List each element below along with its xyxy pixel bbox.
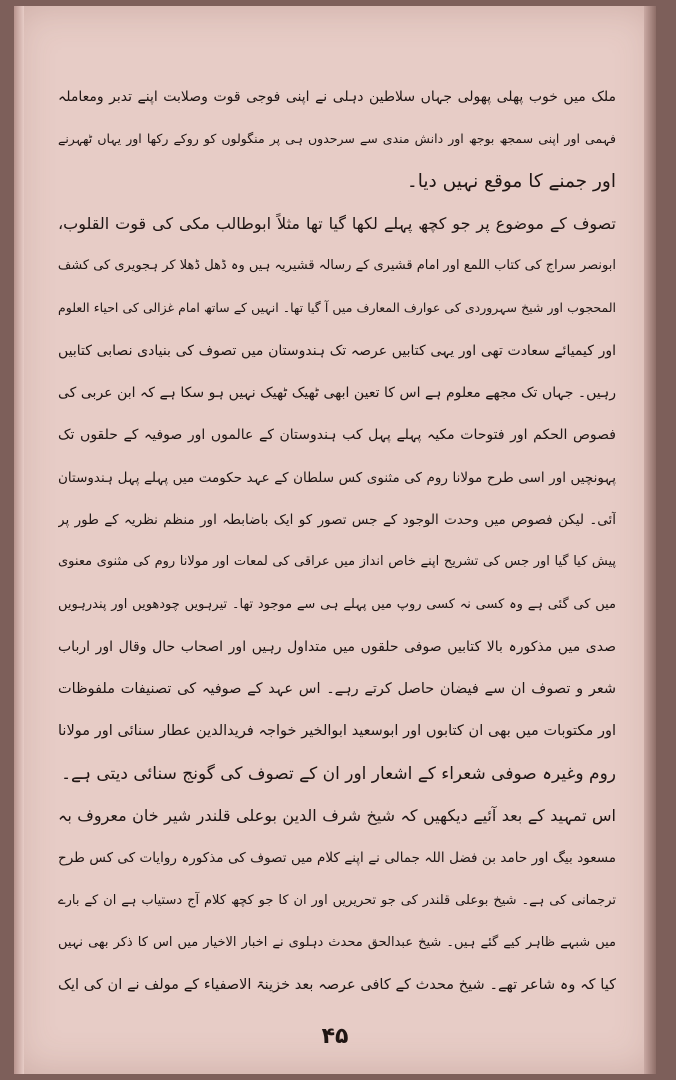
text-line: صدی میں مذکورہ بالا کتابیں صوفی حلقوں میں متداول رہیں اور اصحاب حال وقال اور ارباب: [58, 638, 616, 655]
text-line: اور جمنے کا موقع نہیں دیا۔: [406, 170, 616, 192]
text-line: آئی۔ لیکن فصوص میں وحدت الوجود کے جس تصور کو ایک باضابطہ اور منظم نظریہ کے طور پر: [58, 511, 616, 528]
text-line: فہمی اور اپنی سمجھ بوجھ اور دانش مندی سے سرحدوں ہی پر منگولوں کو روکے رکھا اور یہاں ٹھہرنے: [58, 131, 616, 147]
book-page: [14, 6, 656, 1074]
text-line: المحجوب اور شیخ سہروردی کی عوارف المعارف میں آ گیا تھا۔ انہیں کے ساتھ امام غزالی کی احیاء العلوم: [58, 300, 616, 316]
page-body-text: [58, 76, 616, 1007]
page-left-shadow: [14, 6, 24, 1074]
text-line: ملک میں خوب پھلی پھولی جہاں سلاطین دہلی نے اپنی فوجی قوت وصلابت اپنے تدبر ومعاملہ: [58, 89, 616, 105]
page-right-edge: [644, 6, 656, 1074]
text-line: ابونصر سراج کی کتاب اللمع اور امام قشیری کے رسالہ قشیریہ ہیں وہ ڈھل ڈھلا کر ہجویری کی کشف: [58, 258, 616, 274]
text-line: شعر و تصوف ان سے فیضان حاصل کرتے رہے۔ اس عہد کے صوفیہ کی تصنیفات ملفوظات: [58, 681, 616, 698]
text-line: پیش کیا گیا اور جس کی تشریح اپنے خاص انداز میں عراقی کی لمعات اور مولانا روم کی مثنوی معنوی: [58, 554, 616, 570]
text-line: اور مکتوبات میں بھی ان کتابوں اور ابوسعید ابوالخیر خواجہ فریدالدین عطار سنائی اور مولانا: [58, 723, 616, 740]
text-line: تصوف کے موضوع پر جو کچھ پہلے لکھا گیا تھا مثلاً ابوطالب مکی کی قوت القلوب،: [58, 213, 616, 233]
text-line: کیا کہ وہ شاعر تھے۔ شیخ محدث کے کافی عرصہ بعد خزینۃ الاصفیاء کے مولف نے ان کی ایک: [58, 977, 616, 994]
text-line: اس تمہید کے بعد آئیے دیکھیں کہ شیخ شرف الدین بوعلی قلندر شیر خان معروف بہ: [58, 806, 616, 826]
text-line: ترجمانی کی ہے۔ شیخ بوعلی قلندر کی جو تحریریں اور ان کا جو کچھ کلام آج دستیاب ہے ان کے بارے: [58, 892, 616, 908]
text-line: رہیں۔ جہاں تک مجھے معلوم ہے اس کا تعین ابھی ٹھیک ٹھیک نہیں ہو سکا ہے کہ ابن عربی کی: [58, 385, 616, 402]
text-line: پہونچیں اور اسی طرح مولانا روم کی مثنوی کس سلطان کے عہد حکومت میں پہلے پہل ہندوستان: [58, 469, 616, 486]
text-line: اور کیمیائے سعادت تھی اور یہی کتابیں عرصہ تک ہندوستان میں تصوف کی بنیادی نصابی کتابیں: [58, 342, 616, 359]
text-line: روم وغیرہ صوفی شعراء کے اشعار اور ان کے تصوف کی گونج سنائی دیتی ہے۔: [61, 763, 616, 784]
text-line: فصوص الحکم اور فتوحات مکیہ پہلے پہل کب ہندوستان کے عالموں اور صوفیہ کے حلقوں تک: [58, 427, 616, 444]
text-line: مسعود بیگ اور حامد بن فضل اللہ جمالی نے اپنے کلام میں تصوف کی مذکورہ روایات کی کس طرح: [58, 850, 616, 867]
text-line: میں کی گئی ہے وہ کسی نہ کسی روپ میں پہلے ہی سے موجود تھا۔ تیرہویں چودھویں اور پندرہویں: [58, 596, 616, 612]
text-line: میں شبہے ظاہر کیے گئے ہیں۔ شیخ عبدالحق محدث دہلوی نے اخبار الاخیار میں اس کا ذکر بھی نہیں: [58, 934, 616, 950]
page-number: ۴۵: [321, 1024, 349, 1049]
